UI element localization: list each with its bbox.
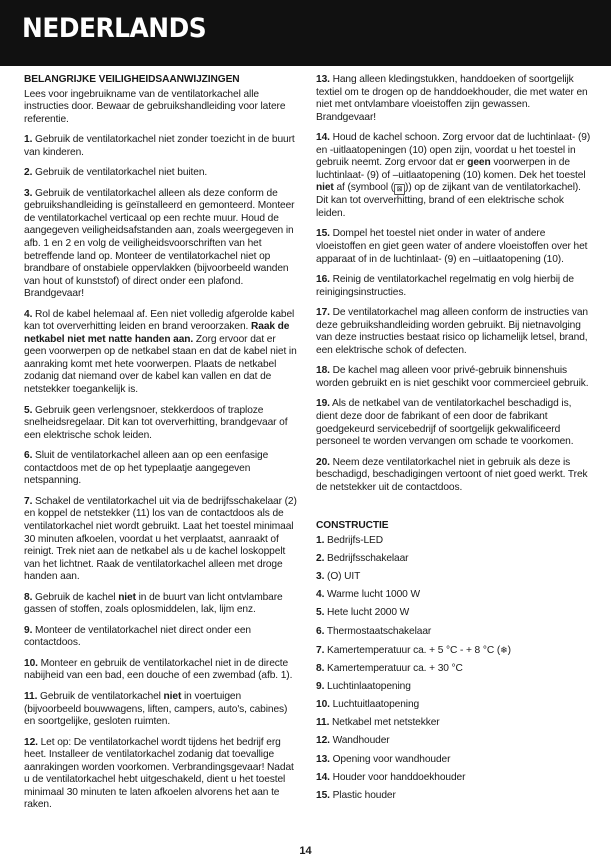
safety-item: 20. Neem deze ventilatorkachel niet in gebruik als deze is beschadigd, beschadigingen vertoont of niet goed werkt. Trek de netstekker uit de contactdoos. <box>316 456 588 493</box>
safety-item: 7. Schakel de ventilatorkachel uit via de bedrijfsschakelaar (2) en koppel de netstekker (11) los van de contactdoos als de ventilatorkachel niet wordt gebruikt. Laat het toestel minimaal 30 minuten afkoelen, voordat u het verplaatst, aanraakt of reinigt. Trek niet aan de netkabel als u de kachel loskoppelt van het lichtnet. Raak de ventilatorkachel alleen met droge handen aan. <box>24 495 297 583</box>
construction-item: 2. Bedrijfsschakelaar <box>316 553 409 564</box>
safety-item: 17. De ventilatorkachel mag alleen conform de instructies van deze gebruikshandleiding worden gebruikt. Bij nietnavolging van deze instructies bestaat risico op lichamelijk letsel, brand, een elektrische schok of defecten. <box>316 307 588 356</box>
construction-item: 5. Hete lucht 2000 W <box>316 607 410 619</box>
language-title: NEDERLANDS <box>22 13 207 44</box>
page-number: 14 <box>299 845 312 857</box>
snowflake-icon: ❄ <box>500 644 508 655</box>
construction-item: 11. Netkabel met netstekker <box>316 717 440 729</box>
safety-heading: BELANGRIJKE VEILIGHEIDSAANWIJZINGEN <box>24 74 240 85</box>
safety-intro: Lees voor ingebruikname van de ventilatorkachel alle instructies door. Bewaar de gebruikshandleiding voor latere referentie. <box>24 88 286 125</box>
safety-item: 6. Sluit de ventilatorkachel alleen aan op een eenfasige contactdoos met de op het typeplaatje aangegeven netspanning. <box>24 450 269 487</box>
safety-item: 12. Let op: De ventilatorkachel wordt tijdens het bedrijf erg heet. Installeer de ventilatorkachel zodanig dat toevallige aanrakingen worden voorkomen. Verbrandingsgevaar! Nadat u de ventilatorkachel hebt uitgeschakeld, dient u het toestel minimaal 30 minuten te laten afkoelen alvorens het aan te raken. <box>24 736 294 811</box>
safety-item: 19. Als de netkabel van de ventilatorkachel beschadigd is, dient deze door de fabrikant of een door de fabrikant goedgekeurd servicebedrijf of soortgelijk gekwalificeerd personeel te worden vervangen om schade te voorkomen. <box>316 398 574 448</box>
safety-item: 13. Hang alleen kledingstukken, handdoeken of soortgelijk textiel om te drogen op de handdoekhouder, die met water en niet met ontvlambare vloeistoffen zijn gewassen. Brandgevaar! <box>316 74 588 123</box>
construction-item: 13. Opening voor wandhouder <box>316 753 451 765</box>
safety-item: 10. Monteer en gebruik de ventilatorkachel niet in de directe nabijheid van een bad, een douche of een zwembad (afb. 1). <box>24 657 293 682</box>
construction-item: 10. Luchtuitlaatopening <box>316 699 420 711</box>
left-column <box>24 74 298 820</box>
construction-list <box>316 535 592 803</box>
construction-item: 3. (O) UIT <box>316 571 361 583</box>
construction-item: 4. Warme lucht 1000 W <box>316 589 420 601</box>
construction-item: 14. Houder voor handdoekhouder <box>316 771 466 783</box>
construction-item: 12. Wandhouder <box>316 735 390 747</box>
safety-item: 1. Gebruik de ventilatorkachel niet zonder toezicht in de buurt van kinderen. <box>24 134 295 158</box>
construction-item: 8. Kamertemperatuur ca. + 30 °C <box>316 662 463 674</box>
safety-item: 3. Gebruik de ventilatorkachel alleen als deze conform de gebruikshandleiding is geïnstalleerd en gemonteerd. Monteer de ventilatorkachel verticaal op een rechte muur. Houd de aangegeven veiligheidsafstanden aan, zoals weergegeven in afb. 1 en 2 en volg de veiligheidsvoorschriften van het betreffende land op. Monteer de ventilatorkachel niet op brandbare of onstabiele oppervlakken (bijvoorbeeld wanden van hout of kunststof) of direct onder een plafond. Brandgevaar! <box>24 187 295 300</box>
do-not-cover-icon: ⊠ <box>394 184 405 195</box>
construction-item: 1. Bedrijfs-LED <box>316 534 384 546</box>
construction-item: 7. Kamertemperatuur ca. + 5 °C - + 8 °C (❄) <box>316 644 511 656</box>
safety-item: 4. Rol de kabel helemaal af. Een niet volledig afgerolde kabel kan tot oververhitting leiden en brand veroorzaken. Raak de netkabel niet met natte handen aan. Zorg ervoor dat er geen voorwerpen op de netkabel staan en dat de kabel niet in aanraking komt met hete voorwerpen. Plaats de netkabel zodanig dat niemand over de kabel kan vallen en dat de netstekker toegankelijk is. <box>24 308 297 396</box>
safety-item: 16. Reinig de ventilatorkachel regelmatig en volg hierbij de reinigingsinstructies. <box>316 274 574 298</box>
right-column <box>316 74 592 808</box>
safety-item: 14. Houd de kachel schoon. Zorg ervoor dat de luchtinlaat- (9) en -uitlaatopeningen (10) open zijn, voordat u het toestel in gebruik neemt. Zorg ervoor dat er geen voorwerpen in de luchtinlaat- (9) of –uitlaatopening (10) komen. Dek het toestel niet af (symbool ( ⊠ )) op de zijkant van de ventilatorkachel). Dit kan tot oververhitting, brand of een elektrische schok leiden. <box>316 132 591 219</box>
safety-item: 8. Gebruik de kachel niet in de buurt van licht ontvlambare gassen of stoffen, zoals oplosmiddelen, lak, lijm enz. <box>24 591 283 616</box>
safety-item: 15. Dompel het toestel niet onder in water of andere vloeistoffen en giet geen water of andere vloeistoffen over het apparaat of in de luchtinlaat- (9) en –uitlaatopening (10). <box>316 228 588 265</box>
safety-item: 11. Gebruik de ventilatorkachel niet in voertuigen (bijvoorbeeld bouwwagens, liften, campers, auto's, cabines) en soortgelijke, gesloten ruimten. <box>24 690 288 728</box>
construction-heading: CONSTRUCTIE <box>316 520 389 532</box>
language-header <box>0 0 611 66</box>
safety-item: 5. Gebruik geen verlengsnoer, stekkerdoos of traploze snelheidsregelaar. Dit kan tot oververhitting, brandgevaar of een elektrische schok leiden. <box>24 404 288 441</box>
construction-item: 9. Luchtinlaatopening <box>316 680 411 692</box>
safety-item: 9. Monteer de ventilatorkachel niet direct onder een contactdoos. <box>24 624 251 649</box>
safety-item: 2. Gebruik de ventilatorkachel niet buiten. <box>24 167 208 179</box>
construction-item: 6. Thermostaatschakelaar <box>316 625 432 637</box>
safety-item: 18. De kachel mag alleen voor privé-gebruik binnenshuis worden gebruikt en is niet geschikt voor commercieel gebruik. <box>316 365 589 389</box>
construction-item: 15. Plastic houder <box>316 789 396 801</box>
